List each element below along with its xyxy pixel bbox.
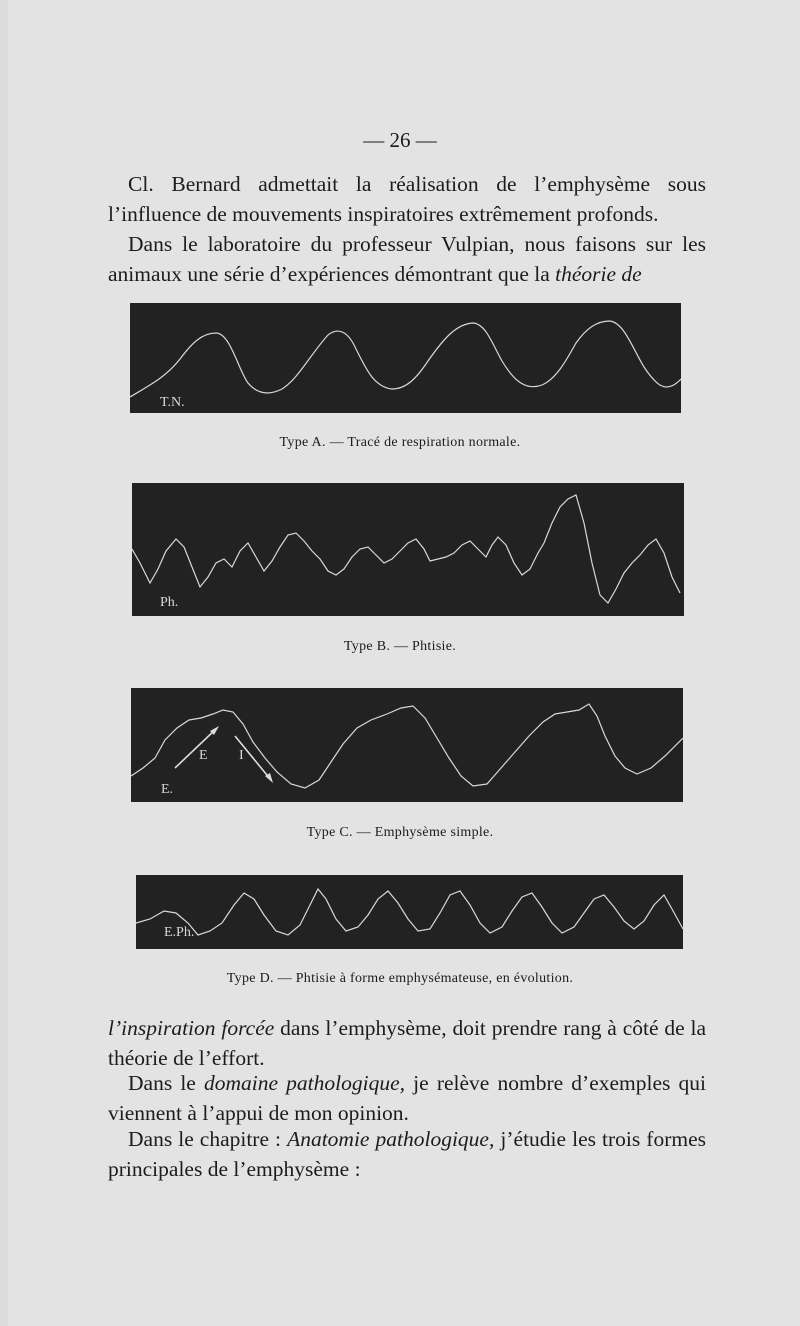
figure-b-caption: Type B. — Phtisie.: [343, 639, 457, 654]
figure-d-caption: Type D. — Phtisie à forme emphysémateuse, en évolution.: [226, 971, 574, 986]
figure-c-label: E.: [161, 782, 174, 797]
paragraph-domaine-pathologique-text-1: Dans le: [128, 1071, 196, 1095]
paragraph-inspiration-forcee-text: dans l’emphysème, doit prendre rang à côté de la théorie de l’effort.: [108, 1016, 707, 1070]
paragraph-bernard-text: Cl. Bernard admettait la réalisation de l’emphysème sous l’influence de mouvements inspiratoires extrêmement profonds.: [108, 172, 706, 226]
paragraph-anatomie-pathologique-italic: Anatomie pathologique,: [287, 1127, 495, 1151]
paragraph-anatomie-pathologique-text-1: Dans le chapitre :: [128, 1127, 282, 1151]
paragraph-anatomie-pathologique-text-2: j’étudie les trois formes principales de l’emphysème :: [108, 1127, 706, 1181]
figure-d-label: E.Ph.: [164, 925, 195, 940]
figure-a-label: T.N.: [160, 395, 185, 410]
paragraph-domaine-pathologique-italic: domaine pathologique,: [203, 1071, 406, 1095]
arrow-expiration: [175, 728, 217, 768]
paragraph-vulpian: [108, 229, 706, 289]
figure-b-label: Ph.: [160, 595, 179, 610]
paragraph-vulpian-text: Dans le laboratoire du professeur Vulpian, nous faisons sur les animaux une série d’expériences démontrant que la: [108, 232, 706, 286]
paragraph-vulpian-italic: théorie de: [555, 262, 642, 286]
trace-type-a: [130, 303, 681, 413]
figure-trace-type-d: [136, 875, 683, 949]
figure-trace-type-a: [130, 303, 681, 413]
figure-c-arrow-label-e: E: [199, 748, 208, 763]
paragraph-anatomie-pathologique: [108, 1124, 706, 1184]
trace-type-c: [131, 688, 683, 802]
paragraph-inspiration-forcee-italic: l’inspiration forcée: [108, 1016, 275, 1040]
figure-c-arrow-label-i: I: [239, 748, 244, 763]
paragraph-bernard: [108, 169, 706, 229]
page-number: — 26 —: [363, 128, 437, 152]
paragraph-domaine-pathologique: [108, 1068, 706, 1128]
paragraph-inspiration-forcee: [108, 1013, 706, 1073]
trace-type-b: [132, 483, 684, 616]
paragraph-domaine-pathologique-text-2: je relève nombre d’exemples qui viennent à l’appui de mon opinion.: [108, 1071, 706, 1125]
trace-type-d: [136, 875, 683, 949]
figure-c-caption: Type C. — Emphysème simple.: [306, 825, 494, 840]
figure-trace-type-c: [131, 688, 683, 802]
figure-a-caption: Type A. — Tracé de respiration normale.: [279, 435, 521, 450]
figure-trace-type-b: [132, 483, 684, 616]
